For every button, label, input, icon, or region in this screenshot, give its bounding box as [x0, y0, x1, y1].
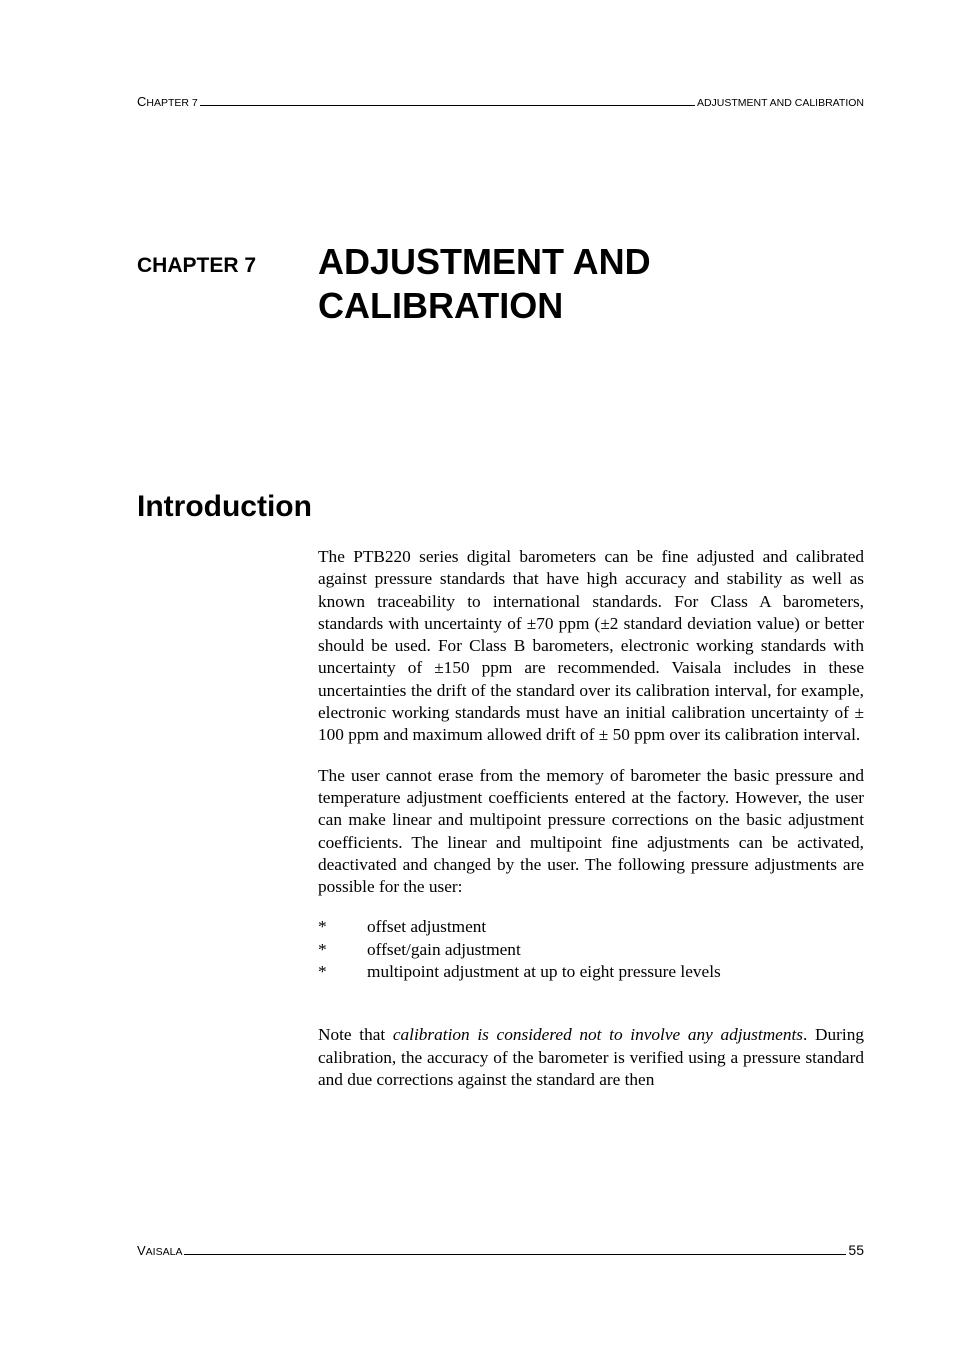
footer-company-initial: V: [137, 1243, 146, 1258]
chapter-title-line-1: ADJUSTMENT AND: [318, 241, 651, 282]
page-footer: [137, 1240, 864, 1258]
list-item: [318, 939, 864, 961]
bullet-marker: *: [318, 917, 327, 937]
bullet-marker: *: [318, 939, 327, 959]
chapter-title-line-2: CALIBRATION: [318, 285, 564, 326]
bullet-marker: *: [318, 962, 327, 982]
page-header: [137, 91, 864, 109]
paragraph-3: [318, 1024, 864, 1091]
adjustment-list: [318, 916, 864, 983]
paragraph-2: The user cannot erase from the memory of barometer the basic pressure and temperature adjustment coefficients entered at the factory. However, the user can make linear and multipoint pressure corrections on the basic adjustment coefficients. The linear and multipoint fine adjustments can be activated, deactivated and changed by the user. The following pressure adjustments are possible for the user:: [318, 765, 864, 897]
chapter-title: [318, 240, 878, 328]
list-item-text: offset adjustment: [367, 917, 487, 937]
footer-rule: [184, 1253, 846, 1255]
list-item: [318, 961, 864, 983]
header-chapter-rest: HAPTER 7: [146, 97, 198, 109]
header-chapter-initial: C: [137, 94, 147, 109]
page-number: 55: [848, 1242, 864, 1258]
header-title: ADJUSTMENT AND CALIBRATION: [696, 97, 864, 109]
list-item-text: offset/gain adjustment: [367, 939, 521, 959]
paragraph-3-end: . During calibration, the accuracy of the barometer is verified using a pressure standard and due corrections against the standard are then: [318, 1025, 864, 1089]
header-rule: [200, 104, 695, 106]
section-heading: Introduction: [137, 490, 312, 523]
header-chapter: [137, 94, 198, 109]
footer-company-rest: AISALA: [145, 1246, 183, 1258]
footer-company: [137, 1243, 182, 1258]
paragraph-1: The PTB220 series digital barometers can be fine adjusted and calibrated against pressure standards that have high accuracy and stability as well as known traceability to international standards. For Class A barometers, standards with uncertainty of ±70 ppm (±2 standard deviation value) or better should be used. For Class B barometers, electronic working standards with uncertainty of ±150 ppm are recommended. Vaisala includes in these uncertainties the drift of the standard over its calibration interval, for example, electronic working standards must have an initial calibration uncertainty of ± 100 ppm and maximum allowed drift of ± 50 ppm over its calibration interval.: [318, 547, 864, 745]
body-text: [318, 546, 864, 1109]
paragraph-3-start: Note that: [318, 1025, 393, 1045]
list-item-text: multipoint adjustment at up to eight pressure levels: [367, 962, 721, 982]
list-item: [318, 916, 864, 938]
paragraph-3-italic: calibration is considered not to involve any adjustments: [392, 1025, 804, 1045]
chapter-label: CHAPTER 7: [137, 254, 257, 277]
